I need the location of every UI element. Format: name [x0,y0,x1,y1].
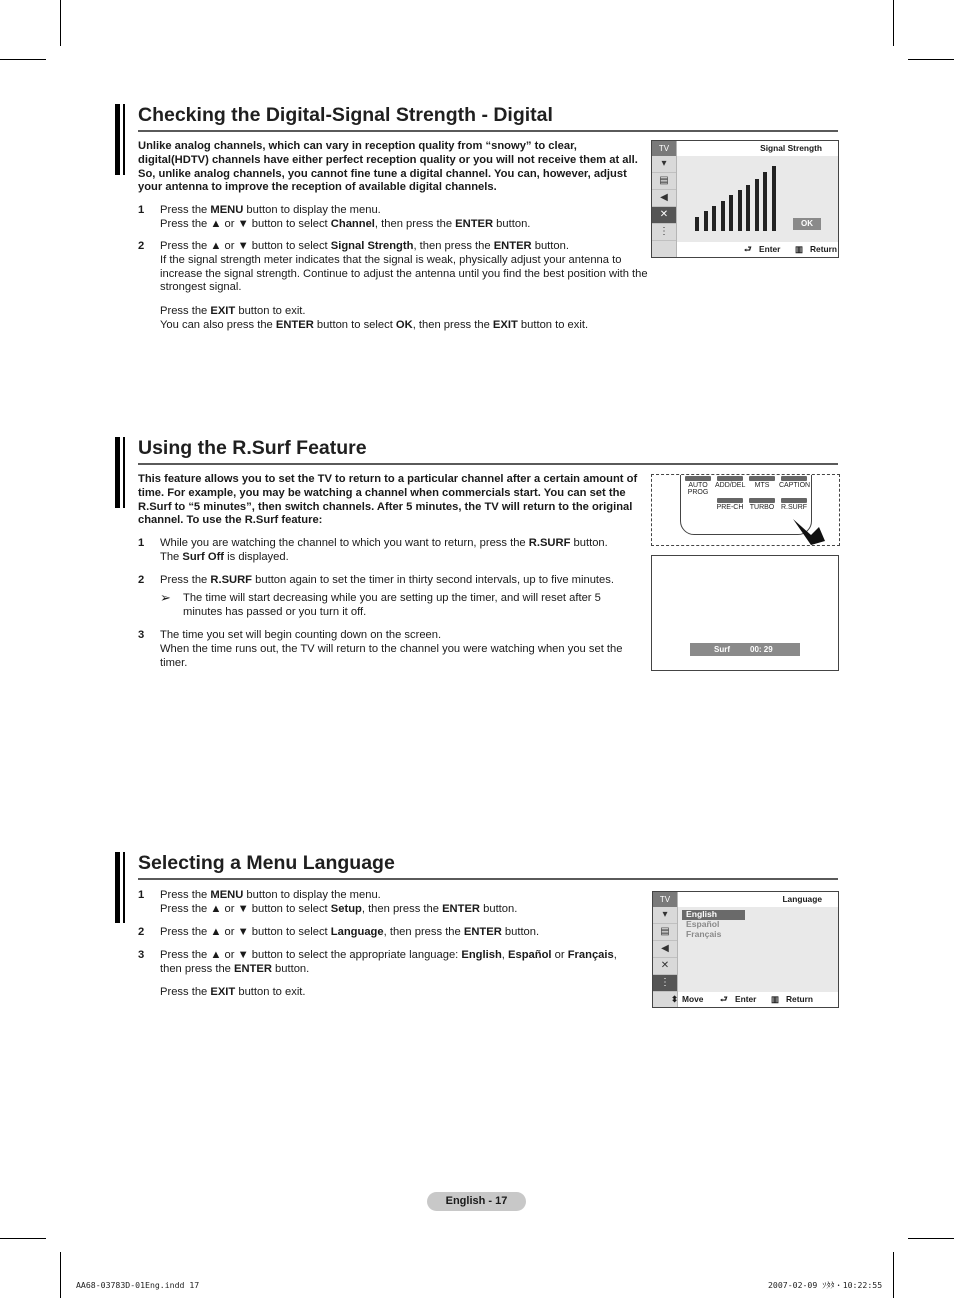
enter-icon: ⮐ [720,994,728,1004]
section-intro: This feature allows you to set the TV to return to a particular channel after a certain amount of time. For example, you may be watching a channel when commercials start. You can set the R.Surf to “5 minutes”, then switch channels. After 5 minutes, the TV will return to the original channel. To use the R.Surf feature: [138,473,638,527]
sound-icon: ◀ [652,190,676,207]
text: Press the [160,986,211,998]
text: button to display the menu. [243,889,381,901]
remote-control-illustration [651,474,840,546]
signal-bar [755,179,759,231]
language-option-francais[interactable]: Français [686,929,722,939]
enter-icon: ⮐ [744,244,752,254]
text: button. [531,240,569,252]
remote-button-pre-ch [715,498,745,511]
text: button to exit. [235,305,306,317]
return-label: Return [810,244,837,254]
return-icon: ▥ [771,994,779,1004]
key-enter: ENTER [463,926,502,938]
tv-label: TV [653,892,677,907]
text: button. [501,926,540,938]
enter-label: Enter [759,244,781,254]
text: button. [480,902,518,915]
section-title-rsurf: Using the R.Surf Feature [138,437,838,465]
signal-bar [704,211,708,231]
step-paragraph: If the signal strength meter indicates that the signal is weak, physically adjust your antenna to increase the signal strength. Continue to adjust the antenna until you find the best position with the strongest signal. [160,253,648,294]
text: button to exit. [517,318,589,331]
osd-header: Language [782,894,822,904]
signal-strength-screen [651,140,839,258]
channel-icon: ✕ [652,207,676,224]
language-option-espanol[interactable]: Español [686,919,720,929]
sound-icon: ◀ [653,941,677,958]
exit-instructions [138,305,648,333]
text: Press the ▲ or ▼ button to select [160,217,331,230]
step-number: 2 [138,574,145,586]
text: , then press the [374,217,456,230]
step-number: 1 [138,537,145,549]
key-enter: ENTER [275,318,314,331]
menu-signal-strength: Signal Strength [330,240,414,252]
signal-bar [721,201,725,231]
section-marker-bar [115,437,125,508]
step-number: 1 [138,889,145,901]
text: button. [271,962,310,975]
step-text: The time you set will begin counting down on the screen. [160,629,442,641]
key-menu: MENU [210,889,244,901]
step-3 [138,949,648,977]
text: , [501,949,509,961]
section-marker-bar [115,104,125,175]
menu-language: Language [330,926,384,938]
note-text: The time will start decreasing while you are setting up the timer, and will reset after 5 minutes has passed or you turn it off. [183,592,601,618]
crop-mark [60,1252,61,1298]
signal-bar [712,206,716,231]
crop-mark [0,59,46,60]
page-number: English - 17 [427,1192,526,1211]
surf-timer-screen [651,555,839,671]
key-ok: OK [395,318,413,331]
enter-label: Enter [735,994,757,1004]
language-english: English [461,949,502,961]
remote-button-label: R.SURF [780,504,808,511]
remote-button-label: AUTO PROG [687,482,709,496]
step-number: 2 [138,926,145,938]
remote-button-label: ADD/DEL [715,482,746,489]
osd-header: Signal Strength [760,143,822,153]
language-francais: Français [567,949,614,961]
antenna-icon: ▾ [653,907,677,924]
tv-label: TV [652,141,676,156]
date-info: 2007-02-09 ｿﾀﾀ・10:22:55 [768,1280,883,1290]
text: then press the [160,962,235,975]
section-title-language: Selecting a Menu Language [138,852,838,880]
file-info: AA68-03783D-01Eng.indd 17 [76,1280,200,1290]
text: Press the ▲ or ▼ button to select [160,240,331,252]
signal-bar [729,195,733,231]
text: , then press the [383,926,464,938]
step-number: 2 [138,240,145,252]
step-3 [138,629,648,670]
remote-button-mts [747,476,777,489]
text: Press the [160,305,211,317]
text: button to exit. [235,986,306,998]
text: , then press the [413,240,494,252]
key-exit: EXIT [492,318,518,331]
language-espanol: Español [508,949,552,961]
osd-sidebar [652,141,677,257]
text: Press the [160,574,211,586]
move-label: Move [682,994,704,1004]
status-surf-off: Surf Off [182,550,225,563]
text: button again to set the timer in thirty second intervals, up to five minutes. [252,574,614,586]
remote-button-label: TURBO [749,504,775,511]
osd-footer [653,992,838,1007]
text: , [613,949,617,961]
step-2 [138,926,648,940]
language-screen [652,891,839,1008]
language-option-english[interactable]: English [686,909,718,919]
signal-bar [695,217,699,231]
crop-mark [908,59,954,60]
key-exit: EXIT [210,986,236,998]
remote-button-caption [779,476,809,489]
antenna-icon: ▾ [652,156,676,173]
channel-icon: ✕ [653,958,677,975]
step-1 [138,204,648,232]
osd-content [677,156,838,242]
crop-mark [893,0,894,46]
signal-meter [695,166,779,231]
text: Press the [160,889,211,901]
setup-icon: ⋮ [653,975,677,992]
osd-footer [677,242,838,257]
text: Press the ▲ or ▼ button to select [160,902,331,915]
surf-time: 00: 29 [750,645,773,654]
key-rsurf: R.SURF [528,537,571,549]
remote-button-label: CAPTION [779,482,811,489]
menu-channel: Channel [330,217,375,230]
remote-button-add-del [715,476,745,489]
key-menu: MENU [210,204,244,216]
step-2 [138,574,648,588]
step-number: 3 [138,949,145,961]
key-enter: ENTER [234,962,272,975]
osd-sidebar [653,892,678,1007]
step-1 [138,537,648,565]
text: , then press the [412,318,493,331]
text: You can also press the [160,318,276,331]
osd-content [678,907,838,992]
move-icon: ⬍ [671,994,679,1004]
crop-mark [60,0,61,46]
signal-bar [746,185,750,231]
surf-label: Surf [714,645,730,654]
return-icon: ▥ [795,244,803,254]
key-exit: EXIT [210,305,236,317]
surf-timer-bar [690,643,800,656]
key-enter: ENTER [442,902,481,915]
crop-mark [893,1252,894,1298]
step-number: 1 [138,204,145,216]
text: Press the [160,204,211,216]
text: button. [570,537,608,549]
remote-button-label: PRE-CH [716,504,744,511]
remote-button-rsurf [779,498,809,511]
menu-setup: Setup [330,902,362,915]
crop-mark [0,1238,46,1239]
picture-icon: ▤ [653,924,677,941]
section-intro: Unlike analog channels, which can vary in reception quality from “snowy” to clear, digital(HDTV) channels have either perfect reception quality or you will not receive them at all. So, unlike analog channels, you cannot fine tune a digital channel. You can, however, adjust your antenna to improve the reception of available digital channels. [138,140,638,194]
step-number: 3 [138,629,145,641]
remote-button-auto-prog [683,476,713,496]
note [160,592,620,620]
exit-instructions [138,986,648,1000]
text: , then press the [361,902,443,915]
text: button to select [313,318,396,331]
text: is displayed. [224,550,289,563]
note-arrow-icon: ➢ [160,590,171,605]
section-title-signal-strength: Checking the Digital-Signal Strength - Digital [138,104,838,132]
signal-bar [738,190,742,231]
key-rsurf: R.SURF [210,574,253,586]
picture-icon: ▤ [652,173,676,190]
text: or [551,949,568,961]
text: The [160,550,183,563]
signal-bar [772,166,776,231]
crop-mark [908,1238,954,1239]
text: button to display the menu. [243,204,381,216]
signal-bar [763,172,767,231]
remote-button-turbo [747,498,777,511]
step-1 [138,889,648,917]
ok-button[interactable]: OK [793,218,821,230]
pointing-hand-icon [789,511,829,546]
remote-button-label: MTS [754,482,770,489]
section-marker-bar [115,852,125,923]
key-enter: ENTER [493,240,532,252]
text: While you are watching the channel to which you want to return, press the [160,537,529,549]
text: Press the ▲ or ▼ button to select [160,926,331,938]
text: Press the ▲ or ▼ button to select the appropriate language: [160,949,462,961]
key-enter: ENTER [455,217,494,230]
return-label: Return [786,994,813,1004]
step-text: When the time runs out, the TV will return to the channel you were watching when you set the timer. [160,642,623,669]
setup-icon: ⋮ [652,224,676,241]
step-2 [138,240,648,295]
text: button. [493,217,531,230]
